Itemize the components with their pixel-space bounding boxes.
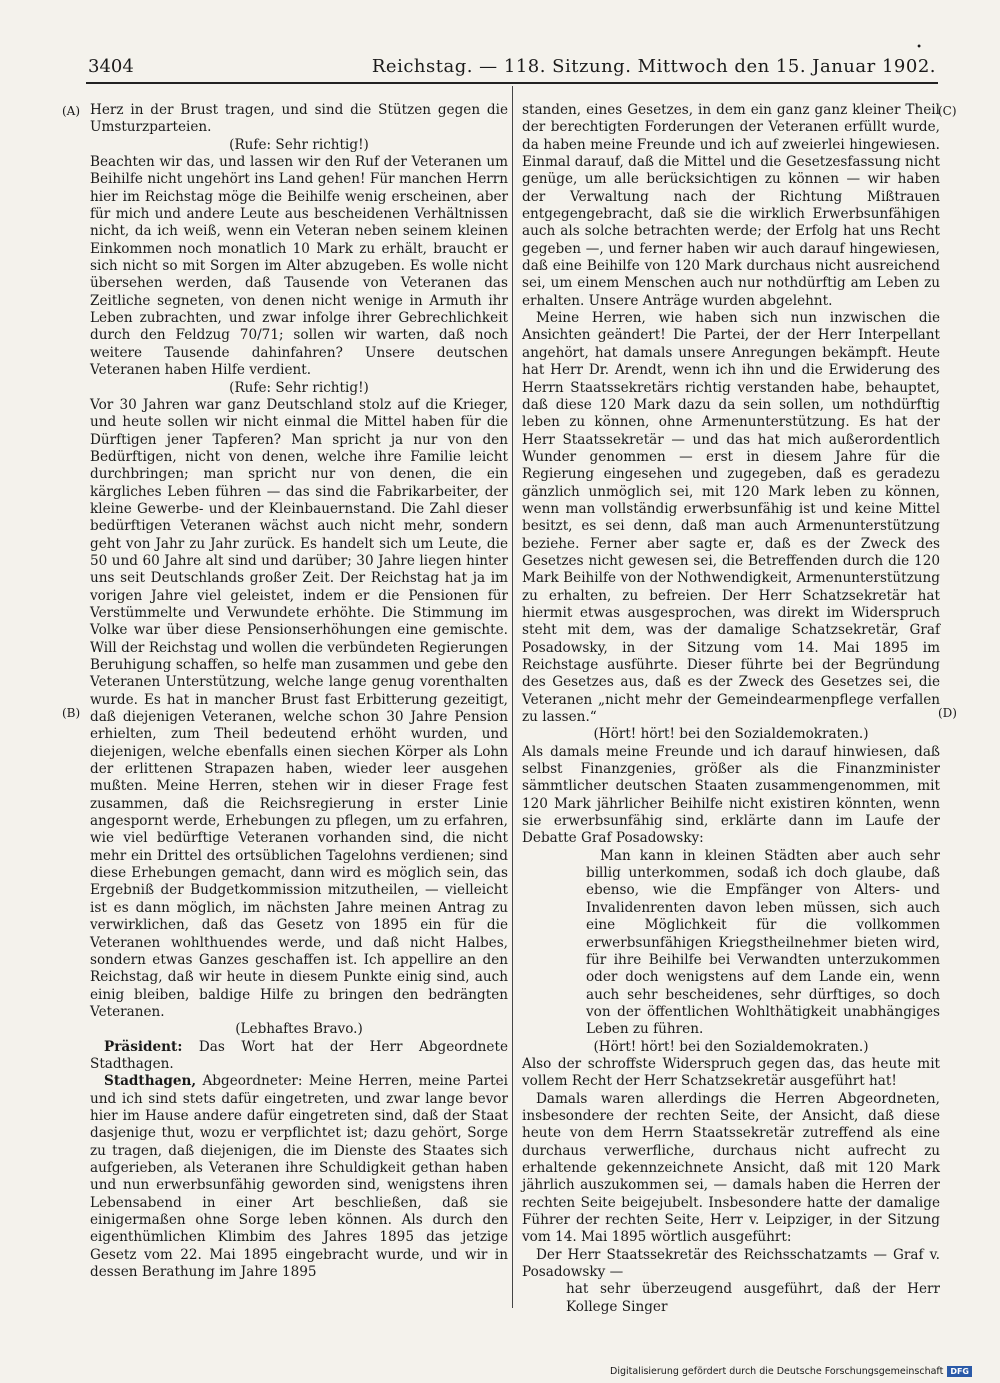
speaker-name: Stadthagen, xyxy=(104,1073,197,1090)
paragraph xyxy=(522,1039,940,1056)
paragraph-text: Das Wort hat der Herr Abgeordnete Stadthagen. xyxy=(90,1038,508,1072)
paragraph-text: (Lebhaftes Bravo.) xyxy=(235,1021,363,1038)
paragraph xyxy=(90,397,508,1021)
margin-mark-c: (C) xyxy=(938,104,957,118)
header-rule xyxy=(86,82,938,84)
running-title: Reichstag. — 118. Sitzung. Mittwoch den 15. Januar 1902. xyxy=(371,56,936,77)
paragraph xyxy=(566,1281,940,1316)
paragraph xyxy=(90,1039,508,1074)
paragraph-text: Vor 30 Jahren war ganz Deutschland stolz auf die Krieger, und heute sollen wir nicht einmal die Mittel haben für die Dürftigen jener Tapferen? Man spricht ja nur von den Bedürftigen, nicht von denen, welche ihre Familie leicht durchbringen; man spricht nur von denen, die ein kärgliches Leben führen — das sind die Fabrikarbeiter, der kleine Gewerbe- und der Kleinbauernstand. Die Zahl dieser bedürftigen Veteranen wächst auch nicht mehr, sondern geht von Jahr zu Jahr zurück. Es handelt sich um Leute, die 50 und 60 Jahre alt sind und darüber; 30 Jahre liegen hinter uns seit Deutschlands großer Zeit. Der Reichstag hat ja im vorigen Jahre viel geleistet, indem er die Pensionen für Verstümmelte und Verwundete erhöhte. Die Stimmung im Volke war über diese Pensionserhöhungen eine gemischte. Will der Reichstag und wollen die verbündeten Regierungen Beruhigung schaffen, so helfe man zusammen und gebe den Veteranen Unterstützung, welche lange genug vorenthalten wurde. Es hat in mancher Brust fast Erbitterung gezeitigt, daß diejenigen Veteranen, welche schon 30 Jahre Pension erhielten, zum Theil bedeutend erhöht wurden, und diejenigen, welche ebenfalls einen siechen Körper als Lohn der erlittenen Strapazen haben, wieder leer ausgehen mußten. Meine Herren, stehen wir in dieser Frage fest zusammen, daß die Reichsregierung in erster Linie angespornt werde, Erhebungen zu pflegen, um zu erfahren, wie viel bedürftige Veteranen vorhanden sind, die nicht mehr ein Drittel des ortsüblichen Tagelohns verdienen; sind diese Erhebungen gemacht, dann wird es möglich sein, das Ergebniß der Budgetkommission mitzutheilen, — vielleicht ist es dann möglich, im nächsten Jahre meinen Antrag zu verwirklichen, daß das Gesetz von 1895 ein für die Veteranen wohlthuendes werde, und daß nicht Halbes, sondern etwas Ganzes geschaffen ist. Ich appellire an den Reichstag, daß wir heute in diesem Punkte einig sind, auch einig bleiben, baldige Hilfe zu bringen den bedrängten Veteranen. xyxy=(90,396,508,1020)
paragraph xyxy=(90,1073,508,1281)
footer-credit xyxy=(610,1366,972,1377)
paragraph-text: standen, eines Gesetzes, in dem ein ganz ganz kleiner Theil der berechtigten Forderungen der Veteranen erfüllt wurde, da haben meine Freunde und ich auf zweierlei hingewiesen. Einmal darauf, daß die Mittel und die Gesetzesfassung nicht genüge, um alle berücksichtigen zu können — wir haben der Verwaltung nach der Richtung Mißtrauen entgegengebracht, daß sie die wirklich Erwerbsunfähigen auch als solche betrachten werde; der Erfolg hat uns Recht gegeben —, und ferner haben wir auch darauf hingewiesen, daß eine Beihilfe von 120 Mark durchaus nicht ausreichend sei, um einem Menschen auch nur nothdürftig am Leben zu erhalten. Unsere Anträge wurden abgelehnt. xyxy=(522,102,940,309)
paragraph-text: Man kann in kleinen Städten aber auch sehr billig unterkommen, sodaß ich doch glaube, daß ebenso, wie die Empfänger von Alters- und Invalidenrenten davon leben müssen, sich auch eine Möglichkeit für die vollkommen erwerbsunfähigen Kriegstheilnehmer bieten wird, für ihre Beihilfe bei Verwandten unterzukommen oder doch wenigstens auf dem Lande ein, wenn auch sehr bescheidenes, sehr dürftiges, so doch von der öffentlichen Wohlthätigkeit unabhängiges Leben zu führen. xyxy=(586,847,940,1038)
paragraph-text: Beachten wir das, und lassen wir den Ruf der Veteranen um Beihilfe nicht ungehört ins Land gehen! Für manchen Herrn hier im Reichstag möge die Beihilfe wenig erscheinen, aber für mich und andere Leute aus bescheidenen Verhältnissen nicht, da ich weiß, wenn ein Veteran neben seinem kleinen Einkommen noch monatlich 10 Mark zu erhält, braucht er sich nicht so mit Sorgen im Alter abzugeben. Es wolle nicht übersehen werden, daß Tausende von Veteranen das Zeitliche segneten, von denen nicht wenige in Armuth ihr Leben zubrachten, und zwar infolge ihrer Gebrechlichkeit durch den Feldzug 70/71; sollen wir warten, daß noch weitere Tausende dahinfahren? Unsere deutschen Veteranen haben Hilfe verdient. xyxy=(90,154,508,379)
paragraph-text: (Hört! hört! bei den Sozialdemokraten.) xyxy=(593,1038,869,1055)
paragraph xyxy=(522,1056,940,1091)
paragraph-text: (Rufe: Sehr richtig!) xyxy=(229,379,369,396)
page-header xyxy=(88,42,936,82)
paragraph-text: Damals waren allerdings die Herren Abgeordneten, insbesondere der rechten Seite, der Ansicht, daß diese heute von dem Herrn Staatssekretär zutreffend als eine durchaus verwerfliche, durchaus nicht aufrecht zu erhaltende gekennzeichnete Ansicht, daß mit 120 Mark jährlich auszukommen sei, — damals haben die Herren der rechten Seite beigejubelt. Insbesondere hatte der damalige Führer der rechten Seite, Herr v. Leipziger, in der Sitzung vom 14. Mai 1895 wörtlich ausgeführt: xyxy=(522,1090,940,1246)
paragraph-text: Herz in der Brust tragen, und sind die Stützen gegen die Umsturzparteien. xyxy=(90,102,508,136)
left-text-column xyxy=(90,102,508,1281)
paragraph xyxy=(586,848,940,1039)
margin-mark-b: (B) xyxy=(62,706,81,720)
margin-mark-d: (D) xyxy=(938,706,957,720)
right-text-column xyxy=(522,102,940,1316)
margin-mark-a: (A) xyxy=(62,104,81,118)
paragraph-text: (Hört! hört! bei den Sozialdemokraten.) xyxy=(593,726,869,743)
paragraph-text: Also der schroffste Widerspruch gegen das, das heute mit vollem Recht der Herr Schatzsekretär ausgeführt hat! xyxy=(522,1055,940,1090)
column-divider xyxy=(512,86,513,1308)
paragraph-text: (Rufe: Sehr richtig!) xyxy=(229,136,369,153)
paragraph xyxy=(522,102,940,310)
dfg-logo: DFG xyxy=(947,1366,972,1377)
paragraph xyxy=(90,137,508,154)
footer-text: Digitalisierung gefördert durch die Deutsche Forschungsgemeinschaft xyxy=(610,1366,944,1377)
paragraph-text: Abgeordneter: Meine Herren, meine Partei und ich sind stets dafür eingetreten, und zwar lange bevor hier im Hause andere dafür eingetreten sind, daß der Staat dasjenige thut, wozu er verpflichtet ist; dazu gehört, Sorge zu tragen, daß diejenigen, die im Dienste des Staates sich aufgerieben, als Veteranen ihre Schuldigkeit gethan haben und nun erwerbsunfähig geworden sind, wenigstens ihren Lebensabend in einer Art beschließen, daß sie einigermaßen ohne Sorge leben können. Als durch den eigenthümlichen Klimbim des Jahres 1895 das jetzige Gesetz vom 22. Mai 1895 eingebracht wurde, und wir in dessen Berathung im Jahre 1895 xyxy=(90,1073,508,1281)
paragraph-text: hat sehr überzeugend ausgeführt, daß der Herr Kollege Singer xyxy=(566,1281,940,1315)
paragraph xyxy=(522,1091,940,1247)
paragraph-text: Als damals meine Freunde und ich darauf hinwiesen, daß selbst Finanzgenies, größer als die Finanzminister sämmtlicher deutschen Staaten zusammengenommen, mit 120 Mark jährlicher Beihilfe nicht existiren könnten, wenn sie erwerbsunfähig sind, erklärte dann im Laufe der Debatte Graf Posadowsky: xyxy=(522,743,940,847)
page-number: 3404 xyxy=(88,56,134,77)
paragraph-text: Meine Herren, wie haben sich nun inzwischen die Ansichten geändert! Die Partei, der der Herr Interpellant angehört, hat damals unsere Anregungen bekämpft. Heute hat Herr Dr. Arendt, wenn ich ihn und die Erwiderung des Herrn Staatssekretärs richtig verstanden habe, behauptet, daß diese 120 Mark dazu da sein sollen, um nothdürftig leben zu können, ohne Armenunterstützung. Es hat der Herr Staatssekretär — und das hat mich außerordentlich Wunder genommen — erst in diesem Jahre für die Regierung eingesehen und zugegeben, daß es geradezu gänzlich unmöglich sei, mit 120 Mark leben zu können, wenn man vollständig erwerbsunfähig ist und keine Mittel besitzt, es sei denn, daß man auch Armenunterstützung beziehe. Ferner aber sagte er, daß es der Zweck des Gesetzes nicht gewesen sei, die Betreffenden durch die 120 Mark Beihilfe von der Nothwendigkeit, Armenunterstützung zu erhalten, zu befreien. Der Herr Schatzsekretär hat hiermit etwas ausgesprochen, was direkt im Widerspruch steht mit dem, was der damalige Schatzsekretär, Graf Posadowsky, in der Sitzung vom 14. Mai 1895 im Reichstage ausführte. Dieser führte bei der Begründung des Gesetzes aus, daß es der Zweck des Gesetzes sei, die Veteranen „nicht mehr der Gemeindearmenpflege verfallen zu lassen.“ xyxy=(522,310,940,726)
paragraph xyxy=(90,380,508,397)
paragraph xyxy=(522,1247,940,1282)
paragraph xyxy=(90,154,508,379)
paragraph xyxy=(522,744,940,848)
paragraph xyxy=(522,726,940,743)
header-dot: • xyxy=(916,42,922,53)
paragraph xyxy=(90,1021,508,1038)
paragraph-text: Der Herr Staatssekretär des Reichsschatzamts — Graf v. Posadowsky — xyxy=(522,1246,940,1281)
speaker-name: Präsident: xyxy=(104,1038,183,1055)
paragraph xyxy=(522,310,940,726)
paragraph xyxy=(90,102,508,137)
